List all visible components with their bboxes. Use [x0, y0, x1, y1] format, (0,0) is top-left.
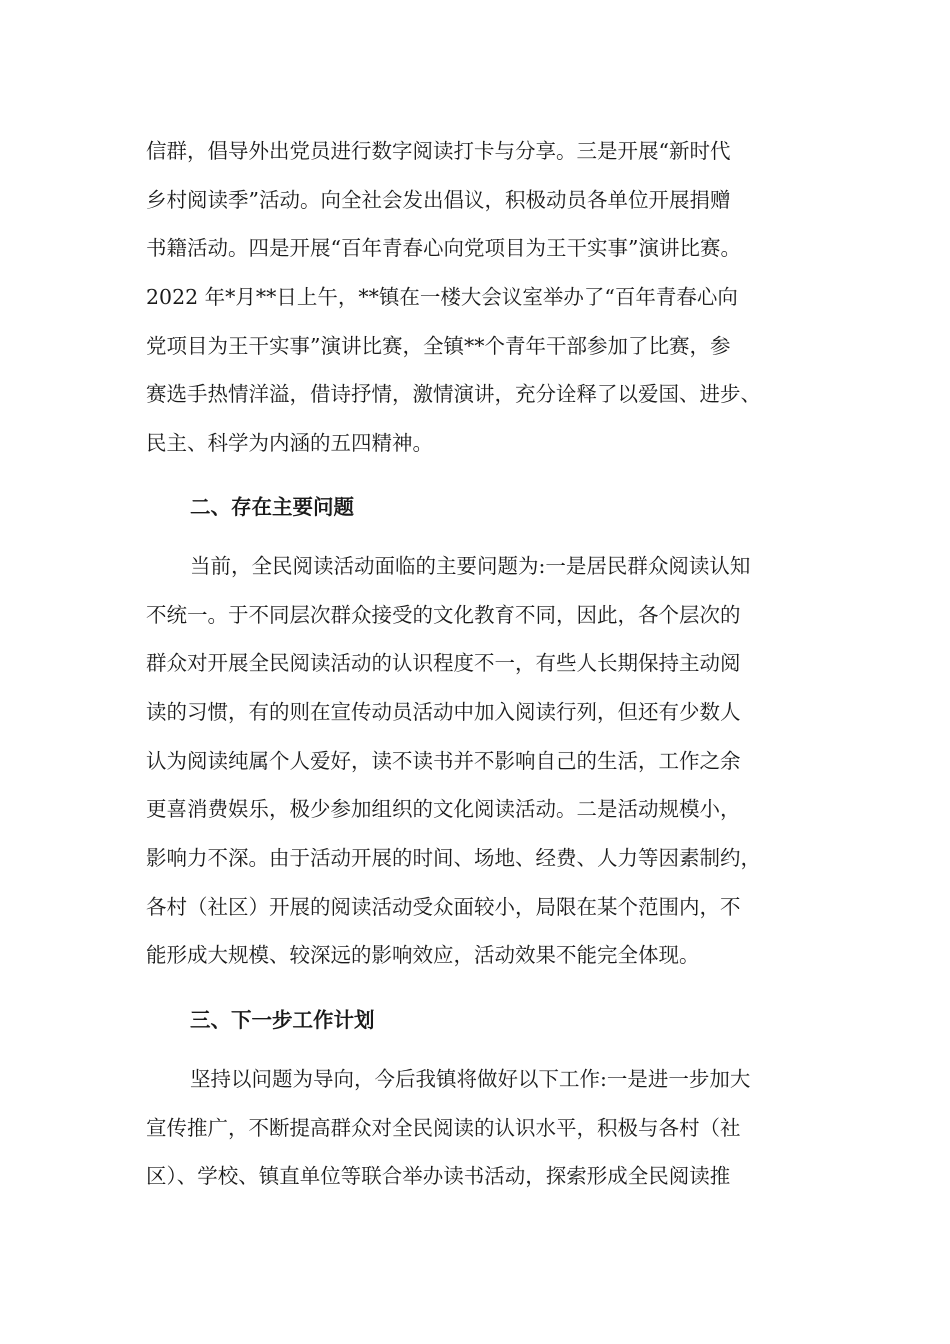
section-heading-plan: 三、下一步工作计划	[190, 1008, 375, 1032]
paragraph-line: 更喜消费娱乐，极少参加组织的文化阅读活动。二是活动规模小，	[146, 797, 741, 821]
paragraph-line: 各村（社区）开展的阅读活动受众面较小，局限在某个范围内，不	[146, 895, 741, 919]
paragraph-line: 民主、科学为内涵的五四精神。	[146, 431, 433, 455]
paragraph-line: 影响力不深。由于活动开展的时间、场地、经费、人力等因素制约，	[146, 846, 761, 870]
paragraph-line: 信群，倡导外出党员进行数字阅读打卡与分享。三是开展“新时代	[146, 139, 731, 163]
paragraph-line: 书籍活动。四是开展“百年青春心向党项目为王干实事”演讲比赛。	[146, 236, 741, 260]
paragraph-line: 群众对开展全民阅读活动的认识程度不一，有些人长期保持主动阅	[146, 651, 741, 675]
paragraph-line: 当前，全民阅读活动面临的主要问题为:一是居民群众阅读认知	[190, 554, 751, 578]
paragraph-line: 认为阅读纯属个人爱好，读不读书并不影响自己的生活，工作之余	[146, 749, 741, 773]
paragraph-line: 不统一。于不同层次群众接受的文化教育不同，因此，各个层次的	[146, 603, 741, 627]
paragraph-line: 宣传推广，不断提高群众对全民阅读的认识水平，积极与各村（社	[146, 1116, 741, 1140]
paragraph-line: 区）、学校、镇直单位等联合举办读书活动，探索形成全民阅读推	[146, 1164, 731, 1188]
paragraph-line: 赛选手热情洋溢，借诗抒情，激情演讲，充分诠释了以爱国、进步、	[146, 382, 761, 406]
paragraph-line: 坚持以问题为导向，今后我镇将做好以下工作:一是进一步加大	[190, 1067, 751, 1091]
paragraph-line: 2022 年*月**日上午，**镇在一楼大会议室举办了“百年青春心向	[146, 285, 738, 309]
section-heading-problems: 二、存在主要问题	[190, 495, 354, 519]
paragraph-line: 乡村阅读季”活动。向全社会发出倡议，积极动员各单位开展捐赠	[146, 188, 731, 212]
paragraph-line: 读的习惯，有的则在宣传动员活动中加入阅读行列，但还有少数人	[146, 700, 741, 724]
paragraph-line: 党项目为王干实事”演讲比赛，全镇**个青年干部参加了比赛，参	[146, 334, 731, 358]
paragraph-line: 能形成大规模、较深远的影响效应，活动效果不能完全体现。	[146, 943, 700, 967]
